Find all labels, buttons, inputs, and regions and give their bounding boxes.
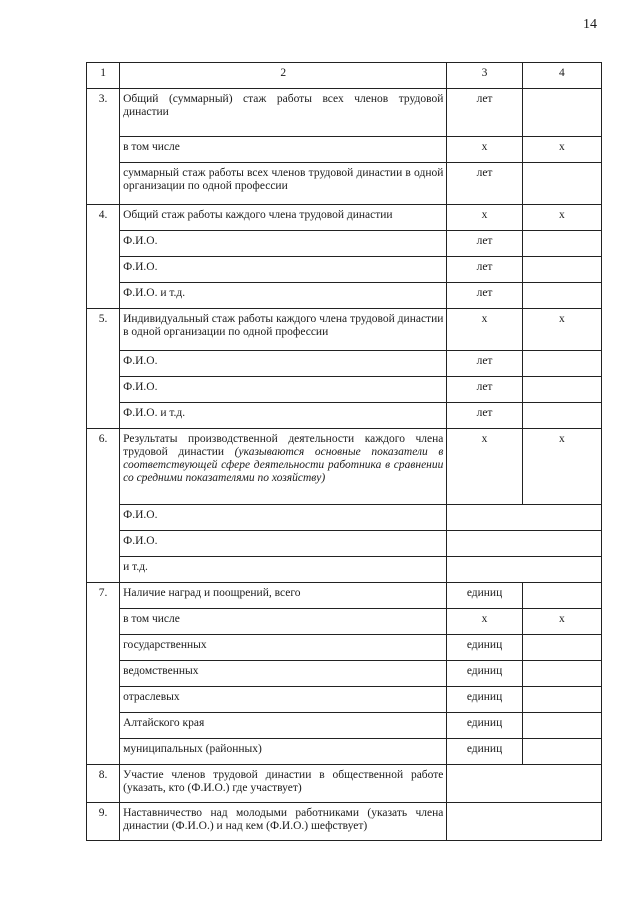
unit-cell: единиц (447, 713, 522, 739)
value-cell (522, 231, 601, 257)
row-label: Ф.И.О. (120, 231, 447, 257)
section-number: 7. (87, 583, 120, 765)
table-row (87, 351, 602, 377)
unit-cell: единиц (447, 687, 522, 713)
table-row (87, 687, 602, 713)
row-label: Наличие наград и поощрений, всего (120, 583, 447, 609)
table-row (87, 403, 602, 429)
section-number: 9. (87, 803, 120, 841)
unit-cell: x (447, 609, 522, 635)
table-row (87, 505, 602, 531)
table-row (87, 531, 602, 557)
value-cell (447, 765, 602, 803)
row-label: Индивидуальный стаж работы каждого члена трудовой династии в одной организации по одной профессии (120, 309, 447, 351)
unit-cell: лет (447, 377, 522, 403)
section-number: 8. (87, 765, 120, 803)
row-label: муниципальных (районных) (120, 739, 447, 765)
value-cell (522, 351, 601, 377)
unit-cell: единиц (447, 661, 522, 687)
row-label: Ф.И.О. (120, 505, 447, 531)
section-number: 6. (87, 429, 120, 583)
table-row (87, 739, 602, 765)
row-label: Ф.И.О. (120, 531, 447, 557)
value-cell (522, 89, 601, 137)
value-cell (522, 635, 601, 661)
value-cell: x (522, 137, 601, 163)
table-row (87, 583, 602, 609)
table-row (87, 661, 602, 687)
dynasty-form-table (86, 62, 602, 841)
value-cell (522, 739, 601, 765)
row-label: Ф.И.О. (120, 377, 447, 403)
unit-cell: x (447, 205, 522, 231)
value-cell: x (522, 429, 601, 505)
table-row (87, 635, 602, 661)
row-label (120, 429, 447, 505)
unit-cell: лет (447, 89, 522, 137)
row-label: ведомственных (120, 661, 447, 687)
row-label: в том числе (120, 609, 447, 635)
value-cell (447, 531, 602, 557)
value-cell (447, 803, 602, 841)
value-cell (522, 583, 601, 609)
value-cell (522, 163, 601, 205)
table-row (87, 309, 602, 351)
row-label: Наставничество над молодыми работниками (указать члена династии (Ф.И.О.) и над кем (Ф.И.О.) шефствует) (120, 803, 447, 841)
value-cell (447, 557, 602, 583)
row-label: Алтайского края (120, 713, 447, 739)
value-cell (447, 505, 602, 531)
unit-cell: лет (447, 163, 522, 205)
unit-cell: лет (447, 351, 522, 377)
results-label: Результаты производственной деятельности каждого члена трудовой династии (123, 433, 444, 458)
section-number: 3. (87, 89, 120, 205)
row-label: государственных (120, 635, 447, 661)
header-cell-3: 3 (447, 63, 522, 89)
unit-cell: лет (447, 403, 522, 429)
table-row (87, 609, 602, 635)
section-number: 4. (87, 205, 120, 309)
table-row (87, 89, 602, 137)
row-label: Ф.И.О. (120, 351, 447, 377)
value-cell: x (522, 309, 601, 351)
row-label: и т.д. (120, 557, 447, 583)
header-cell-1: 1 (87, 63, 120, 89)
header-cell-2: 2 (120, 63, 447, 89)
value-cell (522, 377, 601, 403)
unit-cell: единиц (447, 583, 522, 609)
unit-cell: x (447, 429, 522, 505)
table-row (87, 765, 602, 803)
row-label: Участие членов трудовой династии в общественной работе (указать, кто (Ф.И.О.) где участвует) (120, 765, 447, 803)
page-number: 14 (583, 17, 597, 32)
table-row (87, 231, 602, 257)
row-label: отраслевых (120, 687, 447, 713)
row-label: Общий (суммарный) стаж работы всех членов трудовой династии (120, 89, 447, 137)
row-label: в том числе (120, 137, 447, 163)
section-number: 5. (87, 309, 120, 429)
value-cell (522, 713, 601, 739)
row-label: Ф.И.О. и т.д. (120, 403, 447, 429)
value-cell (522, 283, 601, 309)
table-row (87, 137, 602, 163)
table-row (87, 713, 602, 739)
table-row (87, 257, 602, 283)
table-row (87, 377, 602, 403)
row-label: суммарный стаж работы всех членов трудовой династии в одной организации по одной профессии (120, 163, 447, 205)
value-cell (522, 661, 601, 687)
value-cell: x (522, 609, 601, 635)
unit-cell: единиц (447, 739, 522, 765)
unit-cell: x (447, 309, 522, 351)
header-cell-4: 4 (522, 63, 601, 89)
unit-cell: лет (447, 283, 522, 309)
table-row (87, 429, 602, 505)
results-note: (указываются основные показатели в соответствующей сфере деятельности работника в сравнении со средними показателями по хозяйству) (123, 446, 444, 484)
value-cell: x (522, 205, 601, 231)
value-cell (522, 403, 601, 429)
table-row (87, 163, 602, 205)
unit-cell: лет (447, 257, 522, 283)
value-cell (522, 257, 601, 283)
row-label: Ф.И.О. и т.д. (120, 283, 447, 309)
table-row (87, 205, 602, 231)
row-label: Общий стаж работы каждого члена трудовой династии (120, 205, 447, 231)
unit-cell: единиц (447, 635, 522, 661)
table-row (87, 557, 602, 583)
unit-cell: x (447, 137, 522, 163)
value-cell (522, 687, 601, 713)
table-header-row (87, 63, 602, 89)
row-label: Ф.И.О. (120, 257, 447, 283)
table-row (87, 283, 602, 309)
table-row (87, 803, 602, 841)
unit-cell: лет (447, 231, 522, 257)
